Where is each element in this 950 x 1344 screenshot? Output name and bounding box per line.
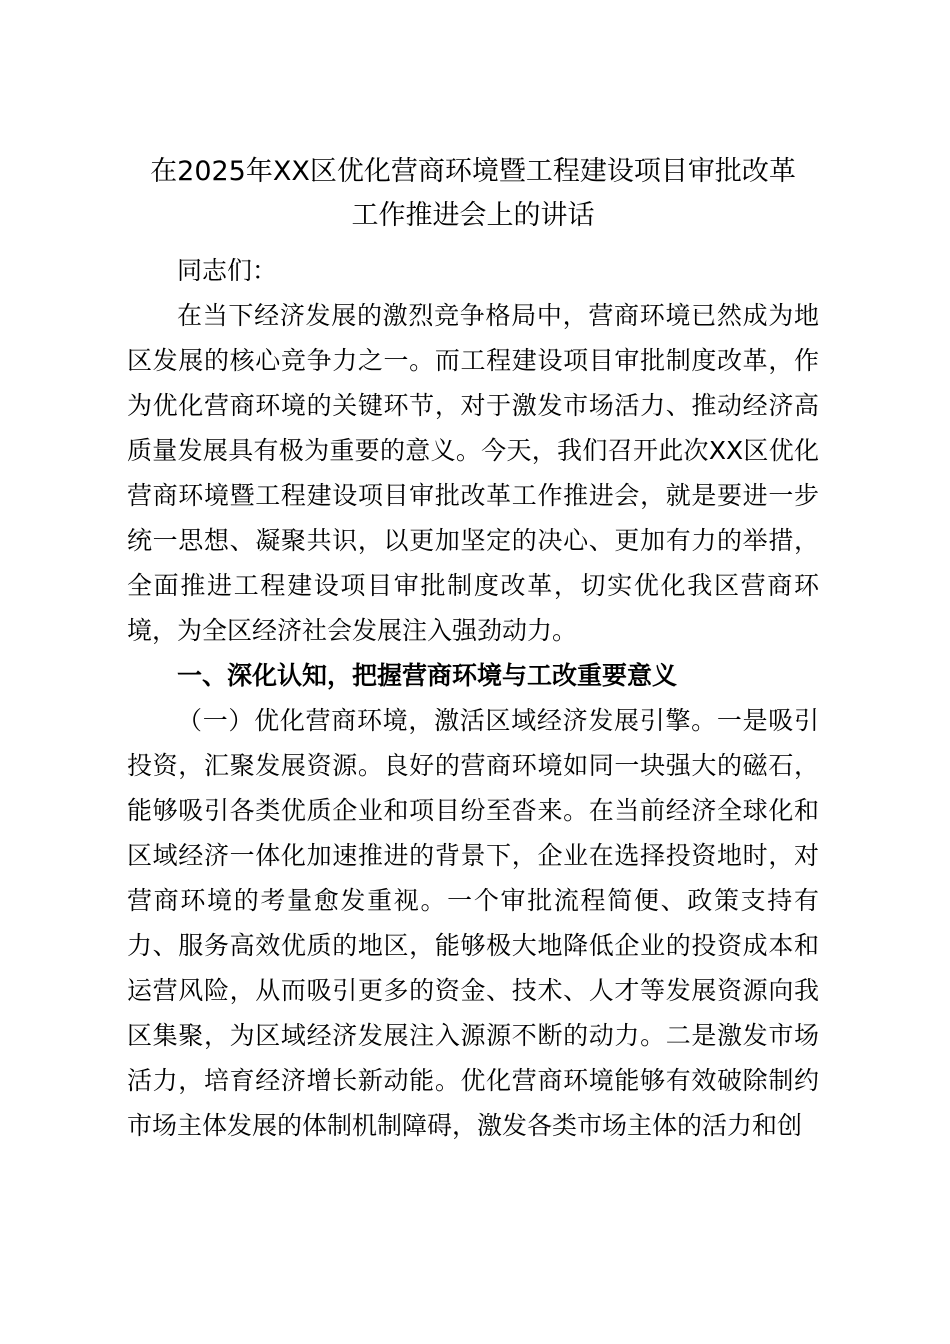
document-page [127, 150, 819, 1148]
title-line-2: 工作推进会上的讲话 [351, 200, 595, 231]
salutation: 同志们： [177, 256, 278, 285]
title-line-1: 在2025年XX区优化营商环境暨工程建设项目审批改革 [150, 156, 796, 187]
section-1-heading: 一、深化认知，把握营商环境与工改重要意义 [177, 661, 678, 690]
section-1-paragraph-1: （一）优化营商环境，激活区域经济发展引擎。一是吸引投资，汇聚发展资源。良好的营商环境如同一块强大的磁石，能够吸引各类优质企业和项目纷至沓来。在当前经济全球化和区域经济一体化加速推进的背景下，企业在选择投资地时，对营商环境的考量愈发重视。一个审批流程简便、政策支持有力、服务高效优质的地区，能够极大地降低企业的投资成本和运营风险，从而吸引更多的资金、技术、人才等发展资源向我区集聚，为区域经济发展注入源源不断的动力。二是激发市场活力，培育经济增长新动能。优化营商环境能够有效破除制约市场主体发展的体制机制障碍，激发各类市场主体的活力和创 [127, 706, 819, 1140]
document-body [127, 248, 819, 1148]
intro-paragraph: 在当下经济发展的激烈竞争格局中，营商环境已然成为地区发展的核心竞争力之一。而工程建设项目审批制度改革，作为优化营商环境的关键环节，对于激发市场活力、推动经济高质量发展具有极为重要的意义。今天，我们召开此次XX区优化营商环境暨工程建设项目审批改革工作推进会，就是要进一步统一思想、凝聚共识，以更加坚定的决心、更加有力的举措，全面推进工程建设项目审批制度改革，切实优化我区营商环境，为全区经济社会发展注入强劲动力。 [127, 301, 819, 645]
document-title [121, 150, 825, 238]
